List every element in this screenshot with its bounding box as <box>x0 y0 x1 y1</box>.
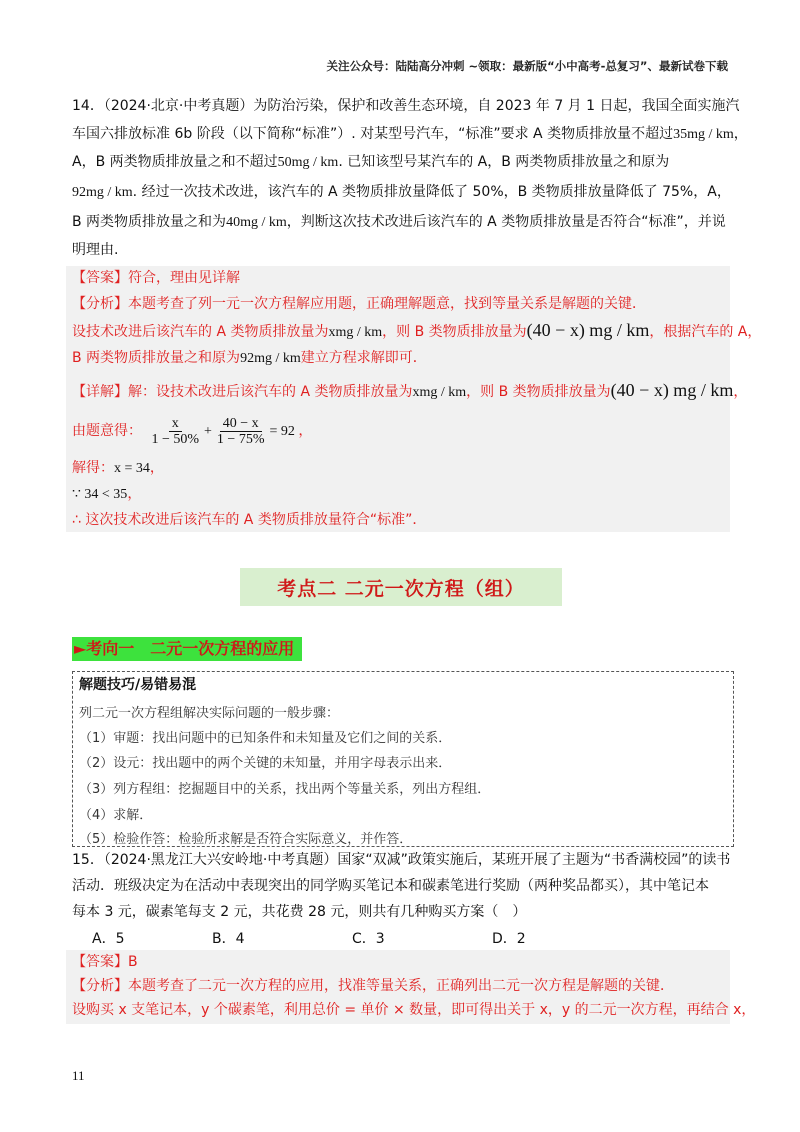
option-a: A．5 <box>92 931 125 947</box>
option-d: D．2 <box>492 931 526 947</box>
analysis-15-line-2: 设购买 x 支笔记本，y 个碳素笔，利用总价 = 单价 × 数量，即可得出关于 x，y 的二元一次方程，再结合 x， <box>72 1002 756 1018</box>
analysis-14-line-3: B 两类物质排放量之和原为92mg / km建立方程求解即可． <box>72 350 427 366</box>
q14-line-5: B 两类物质排放量之和为40mg / km，判断这次技术改进后该汽车的 A 类物质排放量是否符合“标准”，并说 <box>72 214 726 230</box>
analysis-14-line-2: 设技术改进后该汽车的 A 类物质排放量为xmg / km，则 B 类物质排放量为(40 − x) mg / km，根据汽车的 A， <box>72 320 762 340</box>
answer-14: 【答案】符合，理由见详解 <box>72 270 240 286</box>
tips-line: （1）审题：找出问题中的已知条件和未知量及它们之间的关系． <box>79 731 452 746</box>
q14-line-6: 明理由. <box>72 242 119 258</box>
detail-14-because: ∵ 34 < 35， <box>72 486 142 502</box>
detail-14-line-1: 【详解】解：设技术改进后该汽车的 A 类物质排放量为xmg / km，则 B 类物质排放量为(40 − x) mg / km， <box>72 380 748 400</box>
section-title: 考点二 二元一次方程（组） <box>240 568 562 606</box>
detail-14-conclusion: ∴ 这次技术改进后该汽车的 A 类物质排放量符合“标准”． <box>72 512 427 528</box>
option-c: C．3 <box>352 931 385 947</box>
tips-line: （4）求解． <box>79 808 153 823</box>
unit-92: 92mg / km <box>72 185 133 200</box>
q15-line-3: 每本 3 元，碳素笔每支 2 元，共花费 28 元，则共有几种购买方案（ ） <box>72 904 527 920</box>
q14-line-1: 14．（2024·北京·中考真题）为防治污染，保护和改善生态环境，自 2023 年 7 月 1 日起，我国全面实施汽 <box>72 98 740 114</box>
tips-line: （5）检验作答：检验所求解是否符合实际意义，并作答． <box>79 832 413 847</box>
unit-50: 50mg / km <box>277 155 339 170</box>
unit-40: 40mg / km <box>226 215 287 230</box>
analysis-14-line-1: 【分析】本题考查了列一元一次方程解应用题，正确理解题意，找到等量关系是解题的关键． <box>72 296 646 312</box>
subsection-title: ►考向一 二元一次方程的应用 <box>72 637 302 661</box>
unit-35: 35mg / km <box>673 127 734 142</box>
q15-line-2: 活动．班级决定为在活动中表现突出的同学购买笔记本和碳素笔进行奖励（两种奖品都买），其中笔记本 <box>72 878 709 894</box>
analysis-15-line-1: 【分析】本题考查了二元一次方程的应用，找准等量关系，正确列出二元一次方程是解题的关键． <box>72 978 674 994</box>
q14-line-4: 92mg / km. 经过一次技术改进，该汽车的 A 类物质排放量降低了 50%，B 类物质排放量降低了 75%，A， <box>72 184 731 200</box>
equation: $\frac{x}{1 - 50\%}$ + $\frac{40 - x}{1 - 75\%}$ = 92 <box>151 416 295 448</box>
q14-line-2: 车国六排放标准 6b 阶段（以下简称“标准”）. 对某型号汽车，“标准”要求 A 类物质排放量不超过35mg / km， <box>72 126 748 142</box>
tips-title: 解题技巧/易错易混 <box>79 677 197 693</box>
tips-line: （2）设元：找出题中的两个关键的未知量，并用字母表示出来． <box>79 756 452 771</box>
option-b: B．4 <box>212 931 245 947</box>
q15-line-1: 15．（2024·黑龙江大兴安岭地·中考真题）国家“双减”政策实施后，某班开展了主题为“书香满校园”的读书 <box>72 852 731 868</box>
tips-box <box>72 671 734 847</box>
detail-14-solve: 解得：x = 34， <box>72 460 164 476</box>
detail-14-equation: 由题意得： $\frac{x}{1 - 50\%}$ + $\frac{40 - x}{1 - 75\%}$ = 92 ， <box>72 416 313 448</box>
tips-line: （3）列方程组：挖掘题目中的关系，找出两个等量关系，列出方程组． <box>79 782 491 797</box>
tips-line: 列二元一次方程组解决实际问题的一般步骤： <box>79 706 340 721</box>
q14-line-3: A，B 两类物质排放量之和不超过50mg / km. 已知该型号某汽车的 A，B 两类物质排放量之和原为 <box>72 154 670 170</box>
page-header: 关注公众号：陆陆高分冲刺 ~领取：最新版“小中高考-总复习”、最新试卷下载 <box>326 59 728 73</box>
answer-15: 【答案】B <box>72 954 138 970</box>
page-number: 11 <box>72 1068 85 1083</box>
